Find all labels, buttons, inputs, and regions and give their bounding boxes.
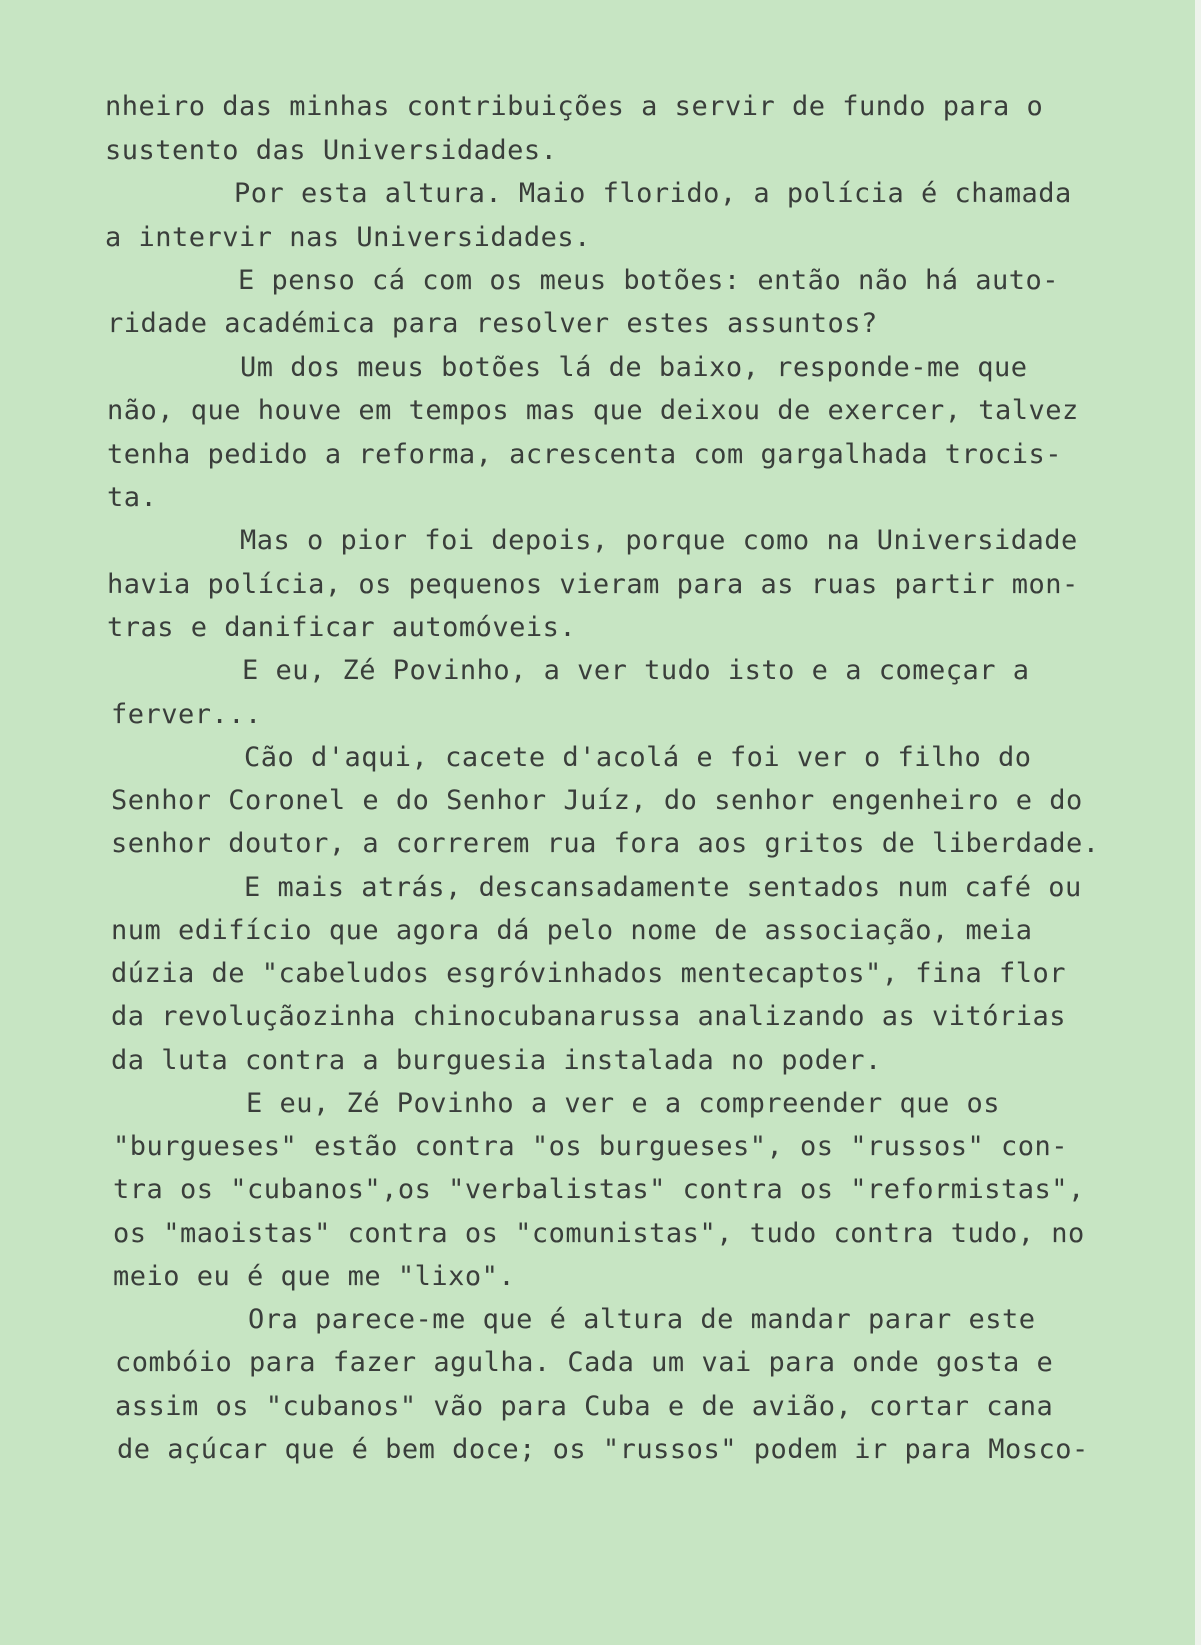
text-line-1: nheiro das minhas contribuições a servir de fundo para o: [105, 91, 1044, 122]
text-line-19: E mais atrás, descansadamente sentados num café ou: [244, 872, 1082, 903]
text-line-30: combóio para fazer agulha. Cada um vai para onde gosta e: [115, 1347, 1054, 1378]
text-line-28: meio eu é que me "lixo".: [113, 1261, 516, 1292]
text-line-23: da luta contra a burguesia instalada no poder.: [111, 1045, 882, 1076]
text-line-6: ridade académica para resolver estes assuntos?: [107, 308, 878, 339]
text-line-14: E eu, Zé Povinho, a ver tudo isto e a começar a: [242, 655, 1030, 686]
text-line-5: E penso cá com os meus botões: então não há auto-: [238, 265, 1060, 296]
text-line-18: senhor doutor, a correrem rua fora aos gritos de liberdade.: [111, 828, 1100, 859]
text-line-27: os "maoistas" contra os "comunistas", tudo contra tudo, no: [113, 1218, 1085, 1249]
text-line-29: Ora parece-me que é altura de mandar parar este: [248, 1304, 1036, 1335]
text-line-16: Cão d'aqui, cacete d'acolá e foi ver o filho do: [244, 742, 1032, 773]
text-line-20: num edifício que agora dá pelo nome de associação, meia: [111, 915, 1033, 946]
text-line-2: sustento das Universidades.: [105, 135, 558, 166]
text-line-12: havia polícia, os pequenos vieram para as ruas partir mon-: [107, 569, 1079, 600]
text-line-32: de açúcar que é bem doce; os "russos" podem ir para Mosco-: [117, 1434, 1089, 1465]
text-line-22: da revoluçãozinha chinocubanarussa analizando as vitórias: [111, 1001, 1067, 1032]
text-line-26: tra os "cubanos",os "verbalistas" contra os "reformistas",: [113, 1174, 1085, 1205]
text-line-9: tenha pedido a reforma, acrescenta com gargalhada trocis-: [107, 439, 1063, 470]
text-line-25: "burgueses" estão contra "os burgueses", os "russos" con-: [113, 1131, 1069, 1162]
text-line-8: não, que houve em tempos mas que deixou de exercer, talvez: [107, 395, 1079, 426]
text-line-21: dúzia de "cabeludos esgróvinhados mentecaptos", fina flor: [111, 958, 1067, 989]
text-line-3: Por esta altura. Maio florido, a polícia é chamada: [234, 178, 1072, 209]
text-line-31: assim os "cubanos" vão para Cuba e de avião, cortar cana: [115, 1391, 1054, 1422]
text-line-11: Mas o pior foi depois, porque como na Universidade: [240, 525, 1078, 556]
text-line-17: Senhor Coronel e do Senhor Juíz, do senhor engenheiro e do: [111, 785, 1083, 816]
text-line-15: ferver...: [111, 699, 262, 730]
text-line-24: E eu, Zé Povinho a ver e a compreender que os: [246, 1088, 1000, 1119]
text-line-7: Um dos meus botões lá de baixo, responde-me que: [240, 352, 1028, 383]
text-line-4: a intervir nas Universidades.: [105, 222, 591, 253]
text-line-10: ta.: [107, 482, 158, 513]
text-line-13: tras e danificar automóveis.: [107, 612, 577, 643]
